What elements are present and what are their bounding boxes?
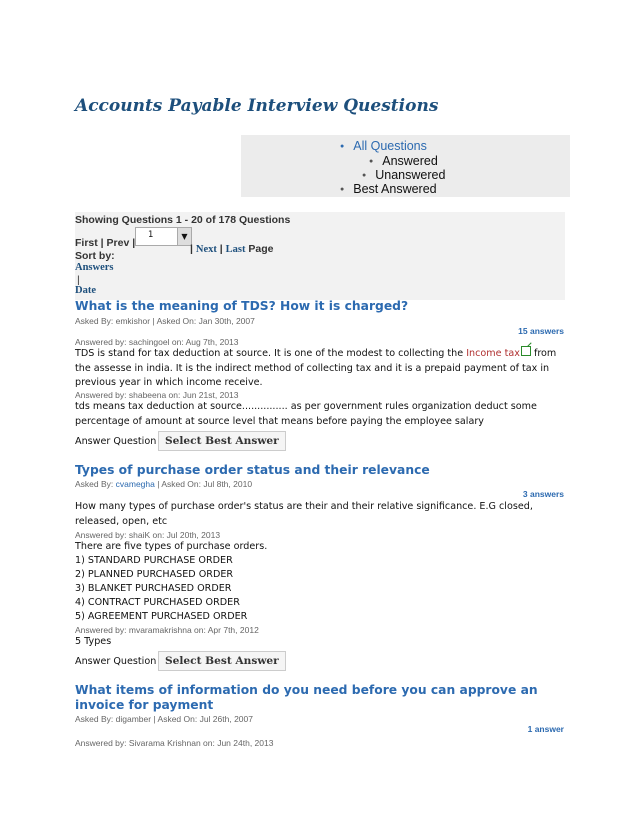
answer-question-link[interactable]: Answer Question	[75, 656, 157, 667]
answered-by: Answered by: shaiK on: Jul 20th, 2013	[75, 530, 221, 540]
asker-link[interactable]: cvamegha	[115, 479, 155, 489]
question-title[interactable]: What is the meaning of TDS? How it is charged?	[75, 299, 409, 313]
filter-label: Best Answered	[353, 182, 437, 196]
pager-first-prev	[75, 237, 135, 249]
prev-link[interactable]: Prev	[106, 237, 130, 249]
answer-text: tds means tax deduction at source............... as per government rules organization deduct some percentage of amount at source level that means before paying the employee salary	[75, 401, 537, 427]
last-link[interactable]: Last	[225, 244, 246, 255]
separator: |	[97, 237, 107, 249]
sort-by-label: Sort by:	[75, 250, 115, 262]
answer-question-link[interactable]: Answer Question	[75, 436, 157, 447]
separator: |	[129, 237, 136, 249]
next-link[interactable]: Next	[195, 244, 217, 255]
sort-separator: |	[77, 274, 80, 286]
question-title[interactable]: Types of purchase order status and their relevance	[75, 463, 430, 477]
asked-by-label: Asked By:	[75, 479, 116, 489]
answered-by: Answered by: mvaramakrishna on: Apr 7th, 2012	[75, 625, 259, 635]
filter-answered[interactable]	[369, 154, 438, 168]
answer-text-part: TDS is stand for tax deduction at source. It is one of the modest to collecting the	[75, 348, 467, 359]
asked-by: Asked By: emkishor | Asked On: Jan 30th, 2007	[75, 316, 255, 326]
answered-by: Answered by: shabeena on: Jun 21st, 2013	[75, 390, 239, 400]
filter-all-questions[interactable]	[340, 139, 427, 153]
answer-line: There are five types of purchase orders.	[75, 541, 268, 552]
bullet-icon: ●	[369, 158, 374, 165]
sort-answers-link[interactable]: Answers	[75, 262, 114, 273]
filter-unanswered[interactable]	[362, 168, 445, 182]
question-body: How many types of purchase order's status are their and their relative significance. E.G closed, released, open, etc	[75, 501, 533, 527]
answer-line: 5) AGREEMENT PURCHASED ORDER	[75, 611, 248, 622]
filter-best-answered[interactable]	[340, 182, 437, 196]
answer-line: 3) BLANKET PURCHASED ORDER	[75, 583, 232, 594]
answer-count[interactable]: 15 answers	[518, 326, 564, 336]
asked-by	[75, 479, 252, 489]
page-select-value: 1	[148, 230, 154, 240]
filter-panel	[241, 135, 570, 197]
sort-date-link[interactable]: Date	[75, 285, 96, 296]
filter-label: Unanswered	[375, 168, 446, 182]
filter-label: Answered	[382, 154, 438, 168]
asked-by: Asked By: digamber | Asked On: Jul 26th, 2007	[75, 714, 253, 724]
external-link-icon[interactable]	[521, 346, 531, 356]
separator: |	[190, 243, 196, 255]
answer-line: 4) CONTRACT PURCHASED ORDER	[75, 597, 240, 608]
answer-text	[75, 346, 565, 391]
answer-line: 1) STANDARD PURCHASE ORDER	[75, 555, 233, 566]
filter-label: All Questions	[353, 139, 427, 153]
question-title[interactable]: What items of information do you need before you can approve an invoice for payment	[75, 683, 538, 712]
answer-count[interactable]: 1 answer	[527, 724, 564, 734]
select-best-answer-button[interactable]: Select Best Answer	[158, 651, 286, 671]
showing-count: Showing Questions 1 - 20 of 178 Questions	[75, 214, 291, 226]
bullet-icon: ●	[362, 172, 367, 179]
bullet-icon: ●	[340, 186, 345, 193]
page-title: Accounts Payable Interview Questions	[75, 96, 439, 116]
income-tax-link[interactable]: Income tax	[466, 348, 520, 359]
bullet-icon: ●	[340, 143, 345, 150]
pager-next-last	[190, 237, 274, 256]
page-select[interactable]	[135, 227, 192, 246]
first-link[interactable]: First	[75, 237, 98, 249]
answer-text: 5 Types	[75, 636, 112, 647]
answer-text-part: from the assesse in india. It is the indirect method of collecting tax and it is a prepaid payment of tax in previous year in which income receive.	[75, 348, 557, 388]
answer-line: 2) PLANNED PURCHASED ORDER	[75, 569, 234, 580]
select-best-answer-button[interactable]: Select Best Answer	[158, 431, 286, 451]
answer-count[interactable]: 3 answers	[522, 489, 564, 499]
chevron-down-icon[interactable]: ▼	[177, 228, 191, 245]
page-word: Page	[245, 243, 274, 255]
asked-on: | Asked On: Jul 8th, 2010	[154, 479, 253, 489]
answered-by: Answered by: Sivarama Krishnan on: Jun 24th, 2013	[75, 738, 274, 748]
separator: |	[216, 243, 226, 255]
answered-by: Answered by: sachingoel on: Aug 7th, 2013	[75, 337, 239, 347]
